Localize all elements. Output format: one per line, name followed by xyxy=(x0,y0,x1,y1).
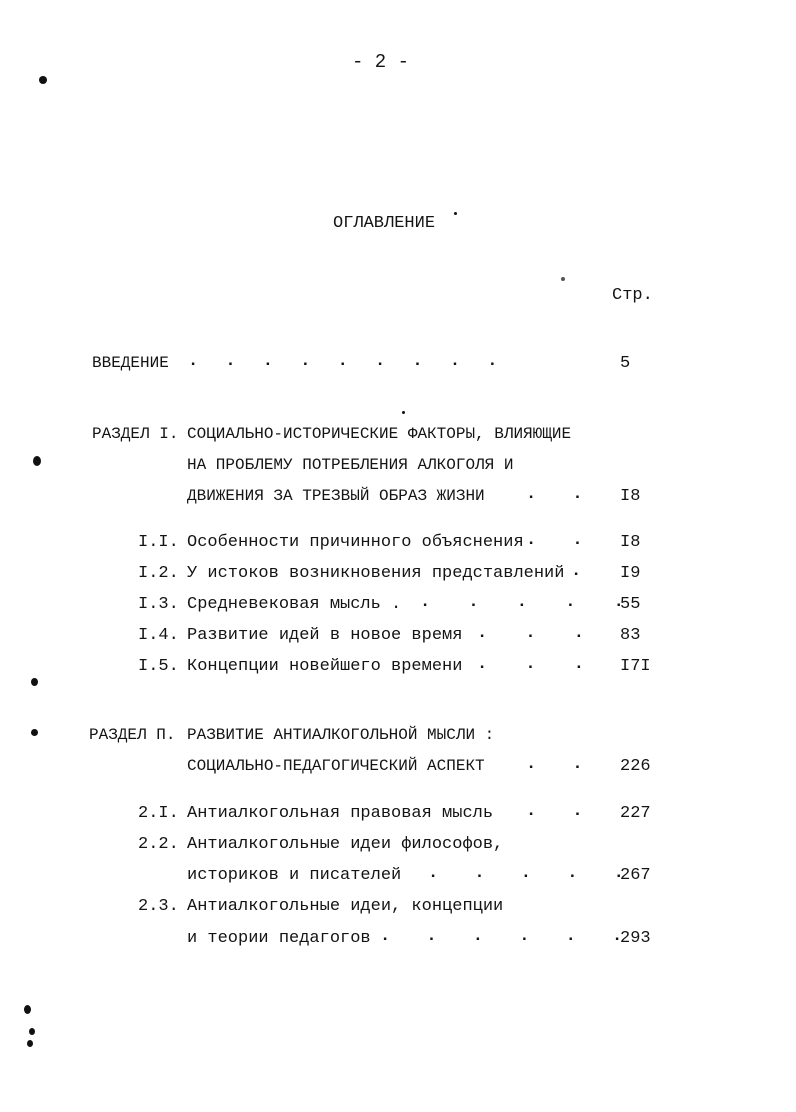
section1-leader-dots: . . xyxy=(526,485,583,504)
section1-title-line1: СОЦИАЛЬНО-ИСТОРИЧЕСКИЕ ФАКТОРЫ, ВЛИЯЮЩИЕ xyxy=(187,425,572,443)
item-2-1-leader-dots: . . xyxy=(526,802,583,821)
item-1-5-text: Концепции новейшего времени xyxy=(187,657,463,676)
binder-hole-5 xyxy=(24,1005,31,1014)
item-1-1-page: I8 xyxy=(620,533,641,552)
item-1-3-leader-dots: . . . . . xyxy=(420,593,624,612)
speck-1 xyxy=(454,212,457,215)
page-number: - 2 - xyxy=(352,51,410,73)
item-2-2-text-continued: историков и писателей xyxy=(187,866,402,885)
item-2-2-leader-dots: . . . . . xyxy=(428,864,624,883)
item-2-2-number: 2.2. xyxy=(138,835,179,854)
item-1-2-text: У истоков возникновения представлений xyxy=(187,564,565,583)
binder-hole-2 xyxy=(33,456,41,466)
section2-title-line1: РАЗВИТИЕ АНТИАЛКОГОЛЬНОЙ МЫСЛИ : xyxy=(187,726,495,744)
item-2-3-page: 293 xyxy=(620,929,651,948)
binder-hole-3 xyxy=(31,678,38,686)
page-column-header: Стр. xyxy=(612,286,653,305)
item-1-4-text: Развитие идей в новое время xyxy=(187,626,463,645)
section1-title-line3: ДВИЖЕНИЯ ЗА ТРЕЗВЫЙ ОБРАЗ ЖИЗНИ xyxy=(187,487,485,505)
item-1-2-number: I.2. xyxy=(138,564,179,583)
item-1-3-text: Средневековая мысль . xyxy=(187,595,402,614)
item-1-2-page: I9 xyxy=(620,564,641,583)
item-1-5-number: I.5. xyxy=(138,657,179,676)
item-1-2-leader-dots: . xyxy=(571,562,582,581)
item-1-1-number: I.I. xyxy=(138,533,179,552)
section1-prefix: РАЗДЕЛ I. xyxy=(92,425,179,443)
item-2-2-page: 267 xyxy=(620,866,651,885)
section1-title-line2: НА ПРОБЛЕМУ ПОТРЕБЛЕНИЯ АЛКОГОЛЯ И xyxy=(187,456,514,474)
item-2-3-text-continued: и теории педагогов xyxy=(187,929,371,948)
item-1-5-leader-dots: . . . xyxy=(477,655,585,674)
item-2-3-leader-dots: . . . . . . xyxy=(380,927,623,946)
item-1-4-number: I.4. xyxy=(138,626,179,645)
item-2-1-number: 2.I. xyxy=(138,804,179,823)
section1-page: I8 xyxy=(620,487,641,506)
item-2-1-text: Антиалкогольная правовая мысль xyxy=(187,804,494,823)
section2-leader-dots: . . xyxy=(526,755,583,774)
item-1-3-number: I.3. xyxy=(138,595,179,614)
binder-hole-6 xyxy=(29,1028,35,1035)
speck-2 xyxy=(402,411,405,414)
section2-title-line2: СОЦИАЛЬНО-ПЕДАГОГИЧЕСКИЙ АСПЕКТ xyxy=(187,757,485,775)
binder-hole-7 xyxy=(27,1040,33,1047)
intro-page: 5 xyxy=(620,354,631,373)
toc-title: ОГЛАВЛЕНИЕ xyxy=(333,214,436,233)
item-2-1-page: 227 xyxy=(620,804,651,823)
binder-hole-1 xyxy=(39,76,47,84)
item-2-3-number: 2.3. xyxy=(138,897,179,916)
section2-page: 226 xyxy=(620,757,651,776)
item-2-3-text: Антиалкогольные идеи, концепции xyxy=(187,897,504,916)
intro-label: ВВЕДЕНИЕ xyxy=(92,354,169,372)
item-2-2-text: Антиалкогольные идеи философов, xyxy=(187,835,504,854)
section2-prefix: РАЗДЕЛ П. xyxy=(89,726,176,744)
item-1-4-leader-dots: . . . xyxy=(477,624,585,643)
item-1-1-leader-dots: . . xyxy=(526,531,583,550)
binder-hole-4 xyxy=(31,729,38,736)
item-1-4-page: 83 xyxy=(620,626,641,645)
intro-leader-dots: . . . . . . . . . xyxy=(188,352,498,371)
item-1-3-page: 55 xyxy=(620,595,641,614)
speck-3 xyxy=(561,277,565,281)
item-1-1-text: Особенности причинного объяснения xyxy=(187,533,524,552)
item-1-5-page: I7I xyxy=(620,657,651,676)
